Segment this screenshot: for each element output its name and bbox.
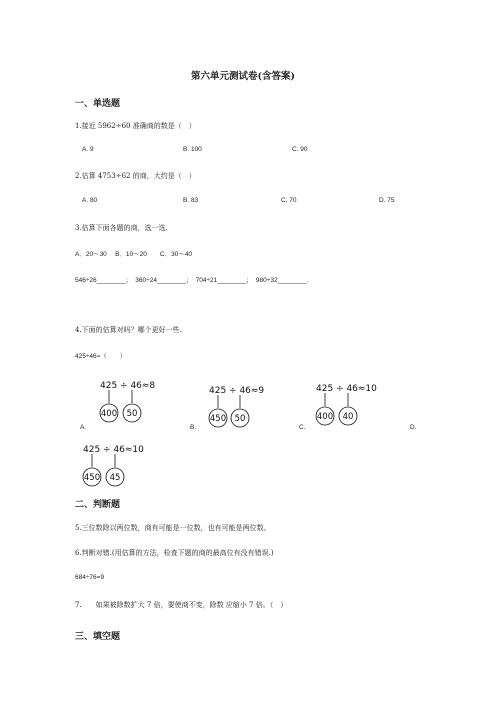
question-1-option-c[interactable]: C. 90 — [292, 146, 308, 153]
figure-c-left: 400 — [316, 412, 334, 422]
question-2-option-a[interactable]: A. 80 — [82, 197, 98, 204]
figure-a-right: 50 — [126, 409, 138, 419]
figure-c-label[interactable]: C. — [299, 424, 306, 431]
section-heading-true-false: 二、判断题 — [75, 500, 121, 510]
figure-a-left: 400 — [100, 409, 118, 419]
figure-c-expr: 425 ÷ 46≈10 — [316, 384, 377, 394]
question-2-option-b[interactable]: B. 83 — [183, 197, 199, 204]
question-6-stem: 6.判断对错.(用估算的方法，检查下题的商的最高位有没有错误.) — [75, 549, 274, 557]
section-heading-fill-in: 三、填空题 — [75, 632, 121, 642]
figure-c — [314, 381, 389, 431]
question-2-option-c[interactable]: C. 70 — [281, 197, 297, 204]
question-1-stem: 1.接近 5962÷60 准确商的数是（ ） — [75, 122, 196, 130]
question-4-stem: 4.下面的估算对吗？哪个更好一些. — [75, 326, 182, 334]
figure-b — [207, 383, 277, 433]
question-6-expression: 684÷76=9 — [75, 574, 105, 581]
question-7-stem: 7. 如果被除数扩大 7 倍，要使商不变，除数 应缩小 7 倍。（ ） — [75, 601, 288, 609]
question-5-stem: 5.三位数除以两位数，商有可能是一位数，也有可能是两位数。 — [75, 524, 271, 532]
figure-a — [98, 378, 168, 428]
figure-a-label[interactable]: A. — [80, 424, 87, 431]
question-3-choices: A．20～30 B．10～20 C．30～40 — [75, 251, 193, 258]
figure-d-right: 45 — [109, 473, 121, 483]
figure-d-expr: 425 ÷ 46≈10 — [83, 445, 144, 455]
question-1-option-a[interactable]: A. 9 — [82, 146, 94, 153]
question-2-option-d[interactable]: D. 75 — [379, 197, 395, 204]
question-4-sub: 425÷46≈（ ） — [75, 353, 127, 360]
figure-b-label[interactable]: B. — [190, 424, 197, 431]
question-3-blanks[interactable]: 546÷26________； 360÷24________； 704÷21________； 980÷32________． — [75, 277, 313, 284]
figure-b-expr: 425 ÷ 46≈9 — [209, 386, 265, 396]
section-heading-single-choice: 一、单选题 — [75, 99, 121, 109]
page-title: 第六单元测试卷(含答案) — [191, 71, 295, 82]
figure-d-left: 450 — [83, 473, 101, 483]
figure-b-left: 450 — [209, 414, 227, 424]
question-2-stem: 2.估算 4753÷62 的商，大约是（ ） — [75, 172, 196, 180]
figure-a-expr: 425 ÷ 46≈8 — [100, 381, 156, 391]
figure-b-right: 50 — [234, 414, 246, 424]
figure-d-label[interactable]: D. — [410, 424, 417, 431]
figure-d — [81, 442, 156, 492]
figure-c-right: 40 — [342, 412, 354, 422]
question-1-option-b[interactable]: B. 100 — [183, 146, 202, 153]
question-3-stem: 3.估算下面各题的商，选一选. — [75, 224, 168, 232]
